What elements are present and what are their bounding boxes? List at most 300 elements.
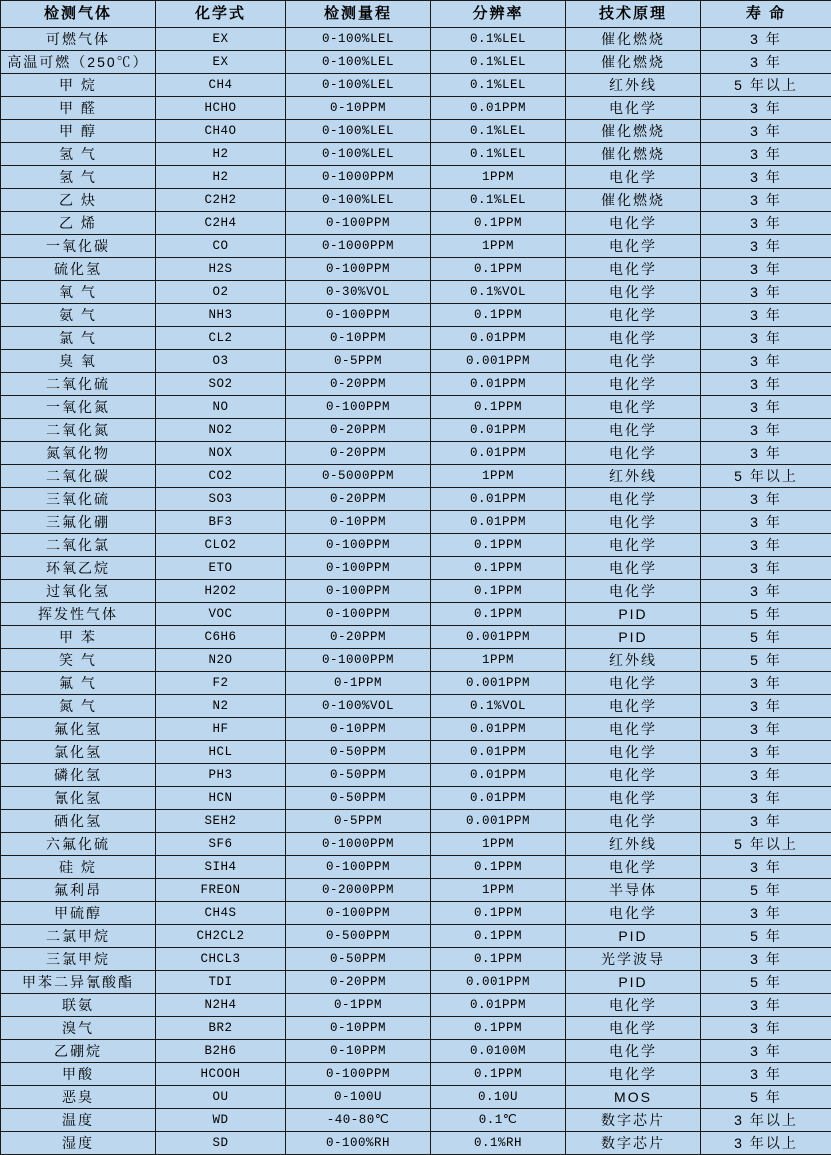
table-cell: 3 年	[701, 557, 831, 580]
table-cell: 0.01PPM	[431, 787, 566, 810]
table-cell: 0.01PPM	[431, 327, 566, 350]
table-cell: 0-50PPM	[286, 764, 431, 787]
table-cell: N2O	[156, 649, 286, 672]
table-cell: 氧 气	[1, 281, 156, 304]
table-row	[1, 235, 831, 258]
table-body	[1, 28, 831, 1155]
table-cell: SD	[156, 1132, 286, 1155]
table-cell: 3 年	[701, 948, 831, 971]
table-cell: H2	[156, 166, 286, 189]
table-cell: 1PPM	[431, 166, 566, 189]
table-cell: 0.01PPM	[431, 764, 566, 787]
table-cell: 0.1PPM	[431, 1063, 566, 1086]
table-cell: 0.1PPM	[431, 304, 566, 327]
table-cell: 0.1PPM	[431, 925, 566, 948]
table-row	[1, 350, 831, 373]
table-cell: 甲 烷	[1, 74, 156, 97]
table-cell: 0-1000PPM	[286, 235, 431, 258]
table-row	[1, 74, 831, 97]
table-cell: 0-100%LEL	[286, 28, 431, 51]
table-cell: 3 年	[701, 419, 831, 442]
table-cell: 过氧化氢	[1, 580, 156, 603]
table-cell: 3 年	[701, 396, 831, 419]
table-cell: 0-100PPM	[286, 304, 431, 327]
table-cell: CLO2	[156, 534, 286, 557]
table-cell: 电化学	[566, 419, 701, 442]
table-cell: 电化学	[566, 281, 701, 304]
table-cell: 催化燃烧	[566, 51, 701, 74]
table-row	[1, 189, 831, 212]
table-cell: VOC	[156, 603, 286, 626]
table-cell: 0-5PPM	[286, 810, 431, 833]
table-cell: 0-1000PPM	[286, 833, 431, 856]
table-cell: SF6	[156, 833, 286, 856]
table-cell: 氟化氢	[1, 718, 156, 741]
table-cell: WD	[156, 1109, 286, 1132]
table-row	[1, 258, 831, 281]
table-cell: 3 年	[701, 672, 831, 695]
table-row	[1, 534, 831, 557]
table-cell: 0-100PPM	[286, 534, 431, 557]
table-cell: N2H4	[156, 994, 286, 1017]
table-cell: 催化燃烧	[566, 143, 701, 166]
table-cell: 3 年	[701, 580, 831, 603]
table-cell: 5 年	[701, 1086, 831, 1109]
table-cell: 3 年	[701, 741, 831, 764]
table-cell: 二氧化氯	[1, 534, 156, 557]
table-cell: C2H4	[156, 212, 286, 235]
table-row	[1, 511, 831, 534]
table-cell: 甲 苯	[1, 626, 156, 649]
table-row	[1, 626, 831, 649]
table-cell: 0-100%LEL	[286, 74, 431, 97]
table-cell: 0-100%LEL	[286, 51, 431, 74]
table-cell: 5 年以上	[701, 465, 831, 488]
table-cell: 0-50PPM	[286, 741, 431, 764]
table-cell: HCN	[156, 787, 286, 810]
table-row	[1, 166, 831, 189]
table-cell: 电化学	[566, 350, 701, 373]
table-cell: HCHO	[156, 97, 286, 120]
column-header-resolution: 分辨率	[431, 1, 566, 28]
column-header-principle: 技术原理	[566, 1, 701, 28]
table-cell: PID	[566, 603, 701, 626]
table-row	[1, 1063, 831, 1086]
table-cell: 三氯甲烷	[1, 948, 156, 971]
table-cell: 0.1%LEL	[431, 51, 566, 74]
table-cell: 0-100PPM	[286, 557, 431, 580]
table-cell: 0-100PPM	[286, 396, 431, 419]
table-cell: 红外线	[566, 649, 701, 672]
table-cell: 挥发性气体	[1, 603, 156, 626]
table-cell: 二氧化硫	[1, 373, 156, 396]
table-row	[1, 1040, 831, 1063]
table-cell: 电化学	[566, 327, 701, 350]
table-cell: 0-20PPM	[286, 971, 431, 994]
table-cell: 催化燃烧	[566, 28, 701, 51]
table-header-row	[1, 1, 831, 28]
table-cell: MOS	[566, 1086, 701, 1109]
table-cell: 0-50PPM	[286, 787, 431, 810]
table-cell: 环氧乙烷	[1, 557, 156, 580]
table-row	[1, 488, 831, 511]
table-cell: N2	[156, 695, 286, 718]
table-row	[1, 442, 831, 465]
table-cell: 电化学	[566, 764, 701, 787]
table-cell: 0.1PPM	[431, 948, 566, 971]
table-row	[1, 672, 831, 695]
table-cell: 溴气	[1, 1017, 156, 1040]
table-cell: 甲苯二异氰酸酯	[1, 971, 156, 994]
table-cell: 0.1%VOL	[431, 695, 566, 718]
table-cell: 0-100%LEL	[286, 189, 431, 212]
table-cell: 催化燃烧	[566, 120, 701, 143]
table-cell: 3 年	[701, 350, 831, 373]
table-row	[1, 419, 831, 442]
table-row	[1, 120, 831, 143]
table-cell: 氟利昂	[1, 879, 156, 902]
table-cell: 0.01PPM	[431, 718, 566, 741]
table-cell: H2S	[156, 258, 286, 281]
table-cell: NOX	[156, 442, 286, 465]
table-cell: 5 年以上	[701, 833, 831, 856]
table-cell: 3 年	[701, 810, 831, 833]
table-cell: 0.1PPM	[431, 603, 566, 626]
table-cell: 0.1PPM	[431, 396, 566, 419]
table-cell: 3 年	[701, 442, 831, 465]
table-cell: 5 年	[701, 626, 831, 649]
table-cell: ETO	[156, 557, 286, 580]
table-cell: 0.1%LEL	[431, 189, 566, 212]
table-cell: 0-10PPM	[286, 1017, 431, 1040]
table-cell: 红外线	[566, 833, 701, 856]
table-cell: 0.1%LEL	[431, 28, 566, 51]
table-cell: 0.1PPM	[431, 534, 566, 557]
table-cell: 5 年	[701, 925, 831, 948]
table-cell: 3 年	[701, 511, 831, 534]
table-cell: SIH4	[156, 856, 286, 879]
table-cell: 3 年	[701, 258, 831, 281]
table-cell: 电化学	[566, 580, 701, 603]
table-cell: 1PPM	[431, 879, 566, 902]
table-cell: 0-10PPM	[286, 327, 431, 350]
table-row	[1, 396, 831, 419]
table-cell: 0-100PPM	[286, 258, 431, 281]
table-cell: 乙 炔	[1, 189, 156, 212]
table-cell: 0-20PPM	[286, 373, 431, 396]
table-cell: 二氧化氮	[1, 419, 156, 442]
table-cell: 0.01PPM	[431, 419, 566, 442]
table-cell: 电化学	[566, 373, 701, 396]
table-cell: 0.01PPM	[431, 994, 566, 1017]
table-row	[1, 764, 831, 787]
table-cell: CH2CL2	[156, 925, 286, 948]
table-cell: NO2	[156, 419, 286, 442]
table-cell: 3 年	[701, 189, 831, 212]
table-cell: 3 年	[701, 120, 831, 143]
table-cell: 数字芯片	[566, 1109, 701, 1132]
table-cell: 0.01PPM	[431, 511, 566, 534]
table-cell: 电化学	[566, 534, 701, 557]
table-cell: 氯 气	[1, 327, 156, 350]
table-cell: 电化学	[566, 97, 701, 120]
table-row	[1, 1086, 831, 1109]
table-cell: 3 年	[701, 856, 831, 879]
table-cell: 0-1000PPM	[286, 649, 431, 672]
table-cell: 红外线	[566, 465, 701, 488]
table-cell: 硒化氢	[1, 810, 156, 833]
table-cell: 0-100PPM	[286, 580, 431, 603]
table-row	[1, 557, 831, 580]
table-cell: C6H6	[156, 626, 286, 649]
table-cell: PID	[566, 925, 701, 948]
table-cell: OU	[156, 1086, 286, 1109]
table-cell: 磷化氢	[1, 764, 156, 787]
table-cell: 电化学	[566, 1017, 701, 1040]
table-cell: 3 年	[701, 787, 831, 810]
table-cell: 笑 气	[1, 649, 156, 672]
table-cell: 氮氧化物	[1, 442, 156, 465]
table-cell: 3 年以上	[701, 1132, 831, 1155]
table-cell: 0.1%VOL	[431, 281, 566, 304]
table-cell: 0-10PPM	[286, 1040, 431, 1063]
table-cell: 温度	[1, 1109, 156, 1132]
table-cell: 电化学	[566, 787, 701, 810]
table-row	[1, 948, 831, 971]
table-cell: 3 年	[701, 764, 831, 787]
table-row	[1, 281, 831, 304]
table-cell: 电化学	[566, 902, 701, 925]
table-cell: HF	[156, 718, 286, 741]
table-cell: 电化学	[566, 258, 701, 281]
table-row	[1, 810, 831, 833]
table-cell: 0.001PPM	[431, 626, 566, 649]
table-cell: 0-1PPM	[286, 672, 431, 695]
table-cell: EX	[156, 28, 286, 51]
table-cell: 0-20PPM	[286, 442, 431, 465]
table-header	[1, 1, 831, 28]
table-cell: 0-100PPM	[286, 902, 431, 925]
table-row	[1, 718, 831, 741]
table-row	[1, 212, 831, 235]
table-cell: 1PPM	[431, 465, 566, 488]
table-cell: 3 年	[701, 51, 831, 74]
table-cell: BR2	[156, 1017, 286, 1040]
table-cell: PID	[566, 626, 701, 649]
table-cell: 3 年	[701, 373, 831, 396]
table-row	[1, 833, 831, 856]
table-cell: NH3	[156, 304, 286, 327]
table-row	[1, 695, 831, 718]
table-cell: 0.001PPM	[431, 971, 566, 994]
table-cell: SEH2	[156, 810, 286, 833]
table-cell: CO	[156, 235, 286, 258]
table-cell: HCOOH	[156, 1063, 286, 1086]
table-cell: 恶臭	[1, 1086, 156, 1109]
table-cell: 电化学	[566, 557, 701, 580]
table-cell: 电化学	[566, 235, 701, 258]
table-cell: TDI	[156, 971, 286, 994]
table-row	[1, 603, 831, 626]
table-cell: 1PPM	[431, 235, 566, 258]
table-cell: 0.1PPM	[431, 902, 566, 925]
table-cell: 氢 气	[1, 143, 156, 166]
table-cell: 3 年以上	[701, 1109, 831, 1132]
table-cell: 0.01PPM	[431, 97, 566, 120]
table-cell: 5 年	[701, 649, 831, 672]
table-row	[1, 925, 831, 948]
table-cell: 0-10PPM	[286, 97, 431, 120]
table-cell: 甲酸	[1, 1063, 156, 1086]
table-cell: 电化学	[566, 994, 701, 1017]
table-cell: 氢 气	[1, 166, 156, 189]
table-cell: EX	[156, 51, 286, 74]
table-cell: 5 年	[701, 603, 831, 626]
table-row	[1, 856, 831, 879]
table-cell: 光学波导	[566, 948, 701, 971]
table-cell: 氟 气	[1, 672, 156, 695]
table-row	[1, 327, 831, 350]
table-cell: 0.01PPM	[431, 741, 566, 764]
table-cell: CH4S	[156, 902, 286, 925]
table-cell: 0.1PPM	[431, 580, 566, 603]
table-cell: 3 年	[701, 143, 831, 166]
table-cell: 0-10PPM	[286, 718, 431, 741]
table-cell: 3 年	[701, 97, 831, 120]
table-cell: -40-80℃	[286, 1109, 431, 1132]
table-cell: 0.1℃	[431, 1109, 566, 1132]
table-cell: 0.001PPM	[431, 810, 566, 833]
table-cell: O2	[156, 281, 286, 304]
table-cell: HCL	[156, 741, 286, 764]
table-cell: 电化学	[566, 166, 701, 189]
table-cell: 可燃气体	[1, 28, 156, 51]
table-row	[1, 97, 831, 120]
table-cell: 0-2000PPM	[286, 879, 431, 902]
table-row	[1, 143, 831, 166]
table-cell: 0-20PPM	[286, 626, 431, 649]
table-row	[1, 580, 831, 603]
table-row	[1, 28, 831, 51]
table-cell: 电化学	[566, 1063, 701, 1086]
column-header-range: 检测量程	[286, 1, 431, 28]
table-cell: SO3	[156, 488, 286, 511]
table-cell: 电化学	[566, 1040, 701, 1063]
table-cell: 0-100PPM	[286, 1063, 431, 1086]
table-cell: PH3	[156, 764, 286, 787]
table-cell: 数字芯片	[566, 1132, 701, 1155]
table-cell: 0.0100M	[431, 1040, 566, 1063]
table-row	[1, 649, 831, 672]
table-cell: C2H2	[156, 189, 286, 212]
table-cell: 0-100U	[286, 1086, 431, 1109]
table-cell: 0-5PPM	[286, 350, 431, 373]
table-cell: 0-20PPM	[286, 488, 431, 511]
table-cell: 5 年以上	[701, 74, 831, 97]
table-cell: 甲 醛	[1, 97, 156, 120]
table-cell: 电化学	[566, 741, 701, 764]
table-row	[1, 994, 831, 1017]
table-cell: 0-1PPM	[286, 994, 431, 1017]
table-cell: 氮 气	[1, 695, 156, 718]
table-cell: 3 年	[701, 166, 831, 189]
table-cell: CO2	[156, 465, 286, 488]
table-cell: 3 年	[701, 1017, 831, 1040]
table-cell: 催化燃烧	[566, 189, 701, 212]
table-cell: 0.001PPM	[431, 350, 566, 373]
table-cell: 3 年	[701, 281, 831, 304]
table-row	[1, 902, 831, 925]
table-cell: 电化学	[566, 488, 701, 511]
column-header-formula: 化学式	[156, 1, 286, 28]
table-row	[1, 971, 831, 994]
table-cell: CH4O	[156, 120, 286, 143]
table-cell: 0-100%VOL	[286, 695, 431, 718]
table-cell: 3 年	[701, 994, 831, 1017]
table-cell: F2	[156, 672, 286, 695]
table-row	[1, 787, 831, 810]
table-cell: 0.1%LEL	[431, 120, 566, 143]
table-row	[1, 373, 831, 396]
table-cell: 3 年	[701, 212, 831, 235]
table-cell: 0-100PPM	[286, 856, 431, 879]
table-cell: 二氯甲烷	[1, 925, 156, 948]
table-cell: H2O2	[156, 580, 286, 603]
table-row	[1, 1109, 831, 1132]
table-cell: 0-500PPM	[286, 925, 431, 948]
table-cell: PID	[566, 971, 701, 994]
table-cell: CHCL3	[156, 948, 286, 971]
table-row	[1, 51, 831, 74]
table-cell: B2H6	[156, 1040, 286, 1063]
table-cell: 硅 烷	[1, 856, 156, 879]
table-cell: 电化学	[566, 511, 701, 534]
table-cell: 氯化氢	[1, 741, 156, 764]
table-row	[1, 465, 831, 488]
table-cell: 电化学	[566, 212, 701, 235]
table-cell: 0-100PPM	[286, 212, 431, 235]
table-cell: 0-100%LEL	[286, 143, 431, 166]
table-cell: FREON	[156, 879, 286, 902]
table-cell: 0.01PPM	[431, 442, 566, 465]
table-cell: 0-100%RH	[286, 1132, 431, 1155]
table-cell: 0.1PPM	[431, 1017, 566, 1040]
table-cell: NO	[156, 396, 286, 419]
table-cell: 六氟化硫	[1, 833, 156, 856]
table-cell: 3 年	[701, 718, 831, 741]
table-cell: 0-10PPM	[286, 511, 431, 534]
table-cell: 乙 烯	[1, 212, 156, 235]
table-cell: 0-100%LEL	[286, 120, 431, 143]
table-cell: 乙硼烷	[1, 1040, 156, 1063]
table-cell: 硫化氢	[1, 258, 156, 281]
column-header-gas: 检测气体	[1, 1, 156, 28]
table-row	[1, 1132, 831, 1155]
table-cell: 甲硫醇	[1, 902, 156, 925]
table-cell: 3 年	[701, 534, 831, 557]
table-row	[1, 1017, 831, 1040]
table-row	[1, 741, 831, 764]
table-cell: 0.01PPM	[431, 373, 566, 396]
table-cell: SO2	[156, 373, 286, 396]
table-cell: 0-1000PPM	[286, 166, 431, 189]
table-cell: 电化学	[566, 695, 701, 718]
table-cell: 0.1PPM	[431, 557, 566, 580]
table-cell: 二氧化碳	[1, 465, 156, 488]
table-cell: 3 年	[701, 327, 831, 350]
table-cell: 电化学	[566, 304, 701, 327]
table-cell: 1PPM	[431, 649, 566, 672]
